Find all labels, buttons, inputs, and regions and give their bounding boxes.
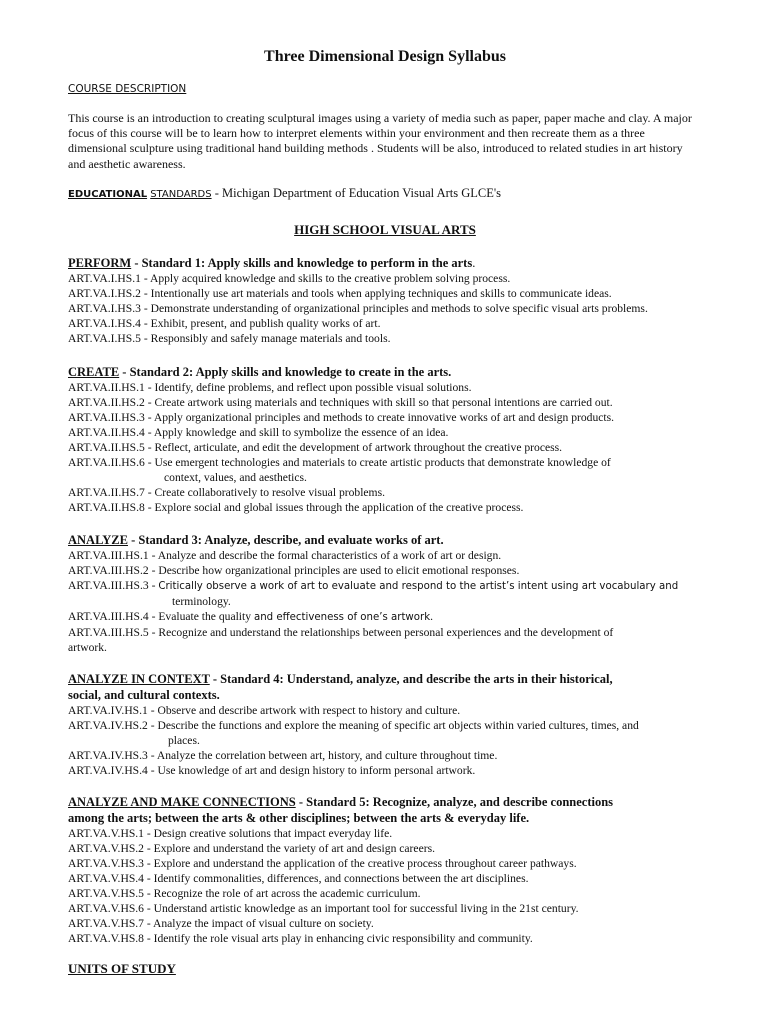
standard-item-continuation: context, values, and aesthetics. [164,471,307,484]
standard-2-section [68,364,708,515]
standard-item: ART.VA.V.HS.8 - Identify the role visual arts play in enhancing civic responsibility and community. [68,932,533,945]
standard-item: ART.VA.III.HS.2 - Describe how organizational principles are used to elicit emotional responses. [68,564,520,577]
standard-title-end: . [472,256,476,270]
course-description-text: This course is an introduction to creating sculptural images using a variety of media such as paper, paper mache and clay. A major focus of this course will be to learn how to interpret elements within your environment and then recreate them as a three dimensional sculpture using traditional hand building methods . Students will be also, introduced to related studies in art history and aesthetic awareness. [68,111,692,171]
standard-item: ART.VA.V.HS.3 - Explore and understand the application of the creative process throughout career pathways. [68,857,577,870]
educational-standards-text: - Michigan Department of Education Visual Arts GLCE's [211,186,501,200]
standard-heading [68,255,708,271]
standard-1-section [68,255,708,346]
item-text: and effectiveness of one’s artwork [253,612,431,623]
educational-standards-line [68,186,501,201]
standard-item: ART.VA.V.HS.2 - Explore and understand the variety of art and design careers. [68,842,435,855]
standard-item: ART.VA.III.HS.5 - Recognize and understand the relationships between personal experiences and the development of [68,626,614,639]
standard-key: ANALYZE [68,533,128,547]
standard-item-continuation: terminology. [172,595,231,608]
standard-item: ART.VA.I.HS.3 - Demonstrate understanding of organizational principles and methods to solve specific visual arts problems. [68,302,648,315]
standard-item: ART.VA.II.HS.1 - Identify, define problems, and reflect upon possible visual solutions. [68,381,472,394]
standard-heading [68,794,708,810]
standard-3-section [68,532,708,655]
standard-title-continuation: among the arts; between the arts & other disciplines; between the arts & everyday life. [68,811,530,825]
standards-label: STANDARDS [150,189,212,200]
standard-item: ART.VA.II.HS.8 - Explore social and global issues through the application of the creative process. [68,501,524,514]
standard-title: - Standard 3: Analyze, describe, and evaluate works of art. [127,533,444,547]
standard-item: ART.VA.V.HS.5 - Recognize the role of art across the academic curriculum. [68,887,421,900]
standard-item: ART.VA.III.HS.1 - Analyze and describe the formal characteristics of a work of art or design. [68,549,502,562]
standard-item: ART.VA.IV.HS.4 - Use knowledge of art and design history to inform personal artwork. [68,764,476,777]
high-school-visual-arts-heading: HIGH SCHOOL VISUAL ARTS [294,222,476,237]
item-text: Critically observe a work of art to evaluate and respond to the artist’s intent using art vocabulary and [158,581,679,592]
standard-item: ART.VA.II.HS.4 - Apply knowledge and skill to symbolize the essence of an idea. [68,426,449,439]
standard-item: ART.VA.I.HS.2 - Intentionally use art materials and tools when applying techniques and skills to communicate ideas. [68,287,612,300]
standard-heading [68,671,708,687]
standard-title: - Standard 1: Apply skills and knowledge to perform in the arts [131,256,473,270]
standard-key: PERFORM [68,256,132,270]
standard-item: ART.VA.V.HS.4 - Identify commonalities, differences, and connections between the art disciplines. [68,872,529,885]
page-title: Three Dimensional Design Syllabus [264,48,506,65]
standard-key: CREATE [68,365,120,379]
standard-item: ART.VA.IV.HS.3 - Analyze the correlation between art, history, and culture throughout time. [68,749,498,762]
standard-item: ART.VA.II.HS.3 - Apply organizational principles and methods to create innovative works of art and design products. [68,411,615,424]
educational-label: EDUCATIONAL [68,189,148,200]
item-end: . [430,610,433,623]
standard-item: ART.VA.II.HS.5 - Reflect, articulate, and edit the development of artwork throughout the creative process. [68,441,563,454]
standard-item: ART.VA.I.HS.1 - Apply acquired knowledge and skills to the creative problem solving process. [68,272,511,285]
standard-title: - Standard 4: Understand, analyze, and describe the arts in their historical, [209,672,613,686]
standard-key: ANALYZE IN CONTEXT [68,672,210,686]
standard-item: ART.VA.II.HS.2 - Create artwork using materials and techniques with skill so that personal intentions are carried out. [68,396,613,409]
item-code: ART.VA.III.HS.3 - [68,579,159,592]
standard-4-section [68,671,708,778]
units-of-study-heading: UNITS OF STUDY [68,961,176,976]
standard-item: ART.VA.V.HS.6 - Understand artistic knowledge as an important tool for successful living in the 21st century. [68,902,579,915]
standard-heading [68,532,708,548]
standard-heading [68,364,708,380]
standard-item [68,578,708,594]
standard-item: ART.VA.IV.HS.2 - Describe the functions and explore the meaning of specific art objects within varied cultures, times, and [68,719,639,732]
standard-item: ART.VA.V.HS.1 - Design creative solutions that impact everyday life. [68,827,393,840]
standard-item: ART.VA.II.HS.6 - Use emergent technologies and materials to create artistic products that demonstrate knowledge of [68,456,611,469]
course-description-heading: COURSE DESCRIPTION [68,83,187,95]
standard-item [68,609,708,625]
standard-item: ART.VA.II.HS.7 - Create collaboratively to resolve visual problems. [68,486,385,499]
standard-5-section [68,794,708,946]
item-code: ART.VA.III.HS.4 - Evaluate the quality [68,610,254,623]
standard-title: - Standard 5: Recognize, analyze, and describe connections [295,795,614,809]
standard-item: ART.VA.V.HS.7 - Analyze the impact of visual culture on society. [68,917,374,930]
standard-key: ANALYZE AND MAKE CONNECTIONS [68,795,296,809]
standard-item-continuation: artwork. [68,641,107,654]
standard-item: ART.VA.I.HS.4 - Exhibit, present, and publish quality works of art. [68,317,381,330]
standard-item: ART.VA.IV.HS.1 - Observe and describe artwork with respect to history and culture. [68,704,461,717]
standard-title: - Standard 2: Apply skills and knowledge to create in the arts. [119,365,452,379]
standard-item: ART.VA.I.HS.5 - Responsibly and safely manage materials and tools. [68,332,391,345]
standard-title-continuation: social, and cultural contexts. [68,688,220,702]
standard-item-continuation: places. [168,734,200,747]
